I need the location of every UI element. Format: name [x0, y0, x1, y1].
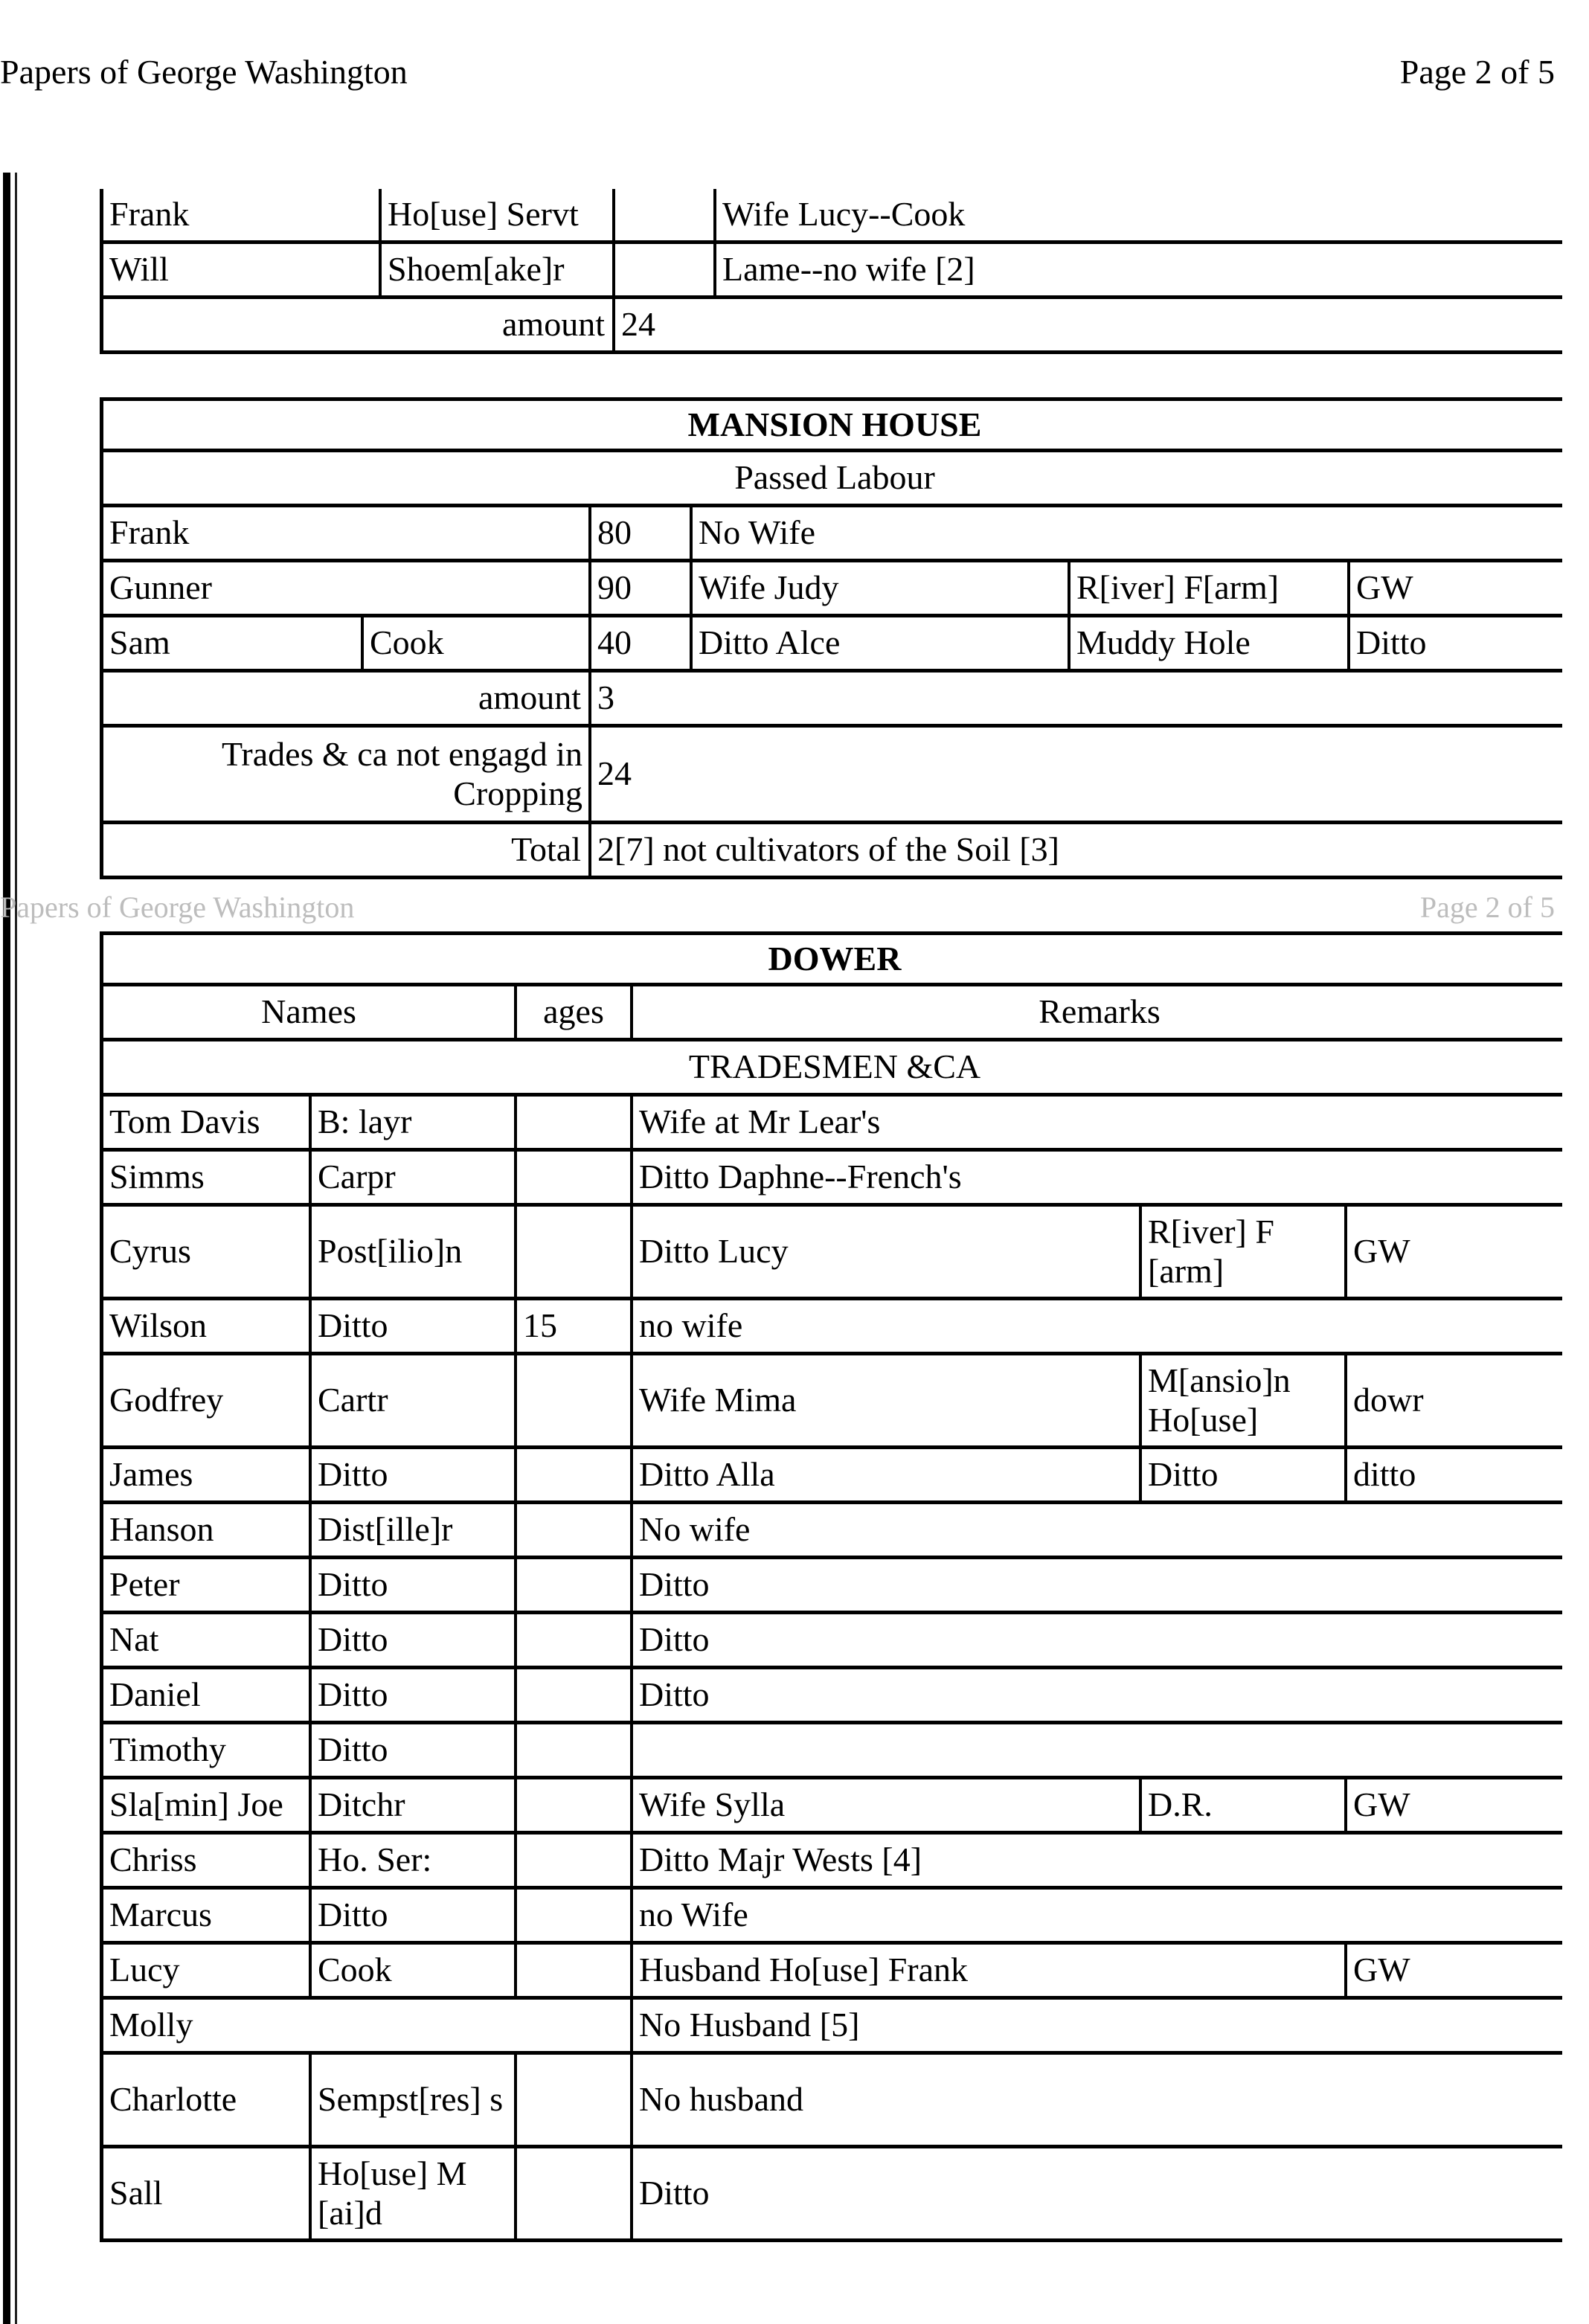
- name-cell: Godfrey: [109, 1381, 224, 1419]
- age-cell: [514, 1097, 630, 1148]
- bleed-through-header-left: Papers of George Washington: [0, 890, 355, 924]
- bleed-through-header-right: Page 2 of 5: [1419, 890, 1555, 924]
- remark-cell: Lame--no wife [2]: [713, 244, 1566, 295]
- section-title: MANSION HOUSE: [687, 405, 982, 443]
- table-row: [100, 1945, 1562, 2000]
- remark-cell: Husband Ho[use] Frank: [630, 1945, 1344, 1996]
- trade-cell: Cartr: [309, 1355, 514, 1445]
- trade-cell: Cook: [361, 617, 588, 669]
- column-header-remarks: Remarks: [630, 986, 1566, 1038]
- age-cell: 15: [514, 1300, 630, 1352]
- remark-cell: No Wife: [690, 507, 1566, 559]
- remark-cell: Ditto: [630, 2148, 1566, 2238]
- age-cell: [514, 1207, 630, 1297]
- amount-label: amount: [502, 305, 605, 344]
- name-cell: Marcus: [109, 1896, 212, 1934]
- place-cell: M[ansio]n Ho[use]: [1139, 1355, 1344, 1445]
- owner-cell: ditto: [1344, 1449, 1566, 1500]
- section-subtitle: Passed Labour: [734, 458, 935, 497]
- table-row: [100, 617, 1562, 673]
- name-cell: Frank: [109, 513, 190, 552]
- age-cell: [514, 1504, 630, 1556]
- name-cell: Tom Davis: [109, 1102, 260, 1141]
- trades-label: Trades & ca not engagd in Cropping: [221, 734, 582, 812]
- section-subtitle-row: [100, 452, 1562, 507]
- trade-cell: Ditto: [309, 1449, 514, 1500]
- section-title-row: [100, 397, 1562, 452]
- table-row: [100, 1890, 1562, 1945]
- remark-cell: Ditto Daphne--French's: [630, 1152, 1566, 1203]
- dower-rows: [100, 1097, 1562, 2242]
- name-cell: Frank: [109, 195, 190, 234]
- name-cell: Peter: [109, 1565, 180, 1604]
- place-cell: Muddy Hole: [1068, 617, 1347, 669]
- trade-cell: Ho[use] Servt: [379, 189, 612, 240]
- table-row: [100, 1355, 1562, 1449]
- owner-cell: dowr: [1344, 1355, 1566, 1445]
- page-number: Page 2 of 5: [1399, 53, 1555, 91]
- age-cell: [514, 1355, 630, 1445]
- age-cell: [514, 1614, 630, 1666]
- age-cell: [514, 1449, 630, 1500]
- name-cell: Molly: [109, 2006, 193, 2044]
- trade-cell: Ditto: [309, 1890, 514, 1941]
- remark-cell: No husband: [630, 2055, 1566, 2145]
- remark-cell: no Wife: [630, 1890, 1566, 1941]
- trade-cell: Ho[use] M [ai]d: [309, 2148, 514, 2238]
- top-continuation-table: [100, 189, 1562, 354]
- table-row: [100, 2148, 1562, 2242]
- table-row: [100, 2000, 1562, 2055]
- trades-value: 24: [588, 728, 1566, 821]
- age-cell: [514, 1669, 630, 1721]
- scan-margin-bar: [3, 173, 10, 2324]
- name-cell: Sall: [109, 2174, 163, 2212]
- name-cell: Chriss: [109, 1840, 197, 1879]
- trade-cell: Shoem[ake]r: [379, 244, 612, 295]
- table-row: [100, 1152, 1562, 1207]
- owner-cell: GW: [1347, 562, 1566, 614]
- table-row: [100, 1835, 1562, 1890]
- trade-cell: Post[ilio]n: [309, 1207, 514, 1297]
- name-cell: Charlotte: [109, 2080, 237, 2119]
- table-row: [100, 1559, 1562, 1614]
- remark-cell: Ditto Lucy: [630, 1207, 1139, 1297]
- name-cell: Sla[min] Joe: [109, 1785, 283, 1824]
- amount-row: [100, 673, 1562, 728]
- table-row: [100, 1669, 1562, 1724]
- trades-row: [100, 728, 1562, 824]
- trade-cell: Ditto: [309, 1724, 514, 1776]
- trade-cell: Sempst[res] s: [309, 2055, 514, 2145]
- trade-cell: Carpr: [309, 1152, 514, 1203]
- table-row: [100, 1504, 1562, 1559]
- dower-table: [100, 931, 1562, 2242]
- owner-cell: GW: [1344, 1945, 1566, 1996]
- age-cell: [514, 1835, 630, 1886]
- name-cell: Lucy: [109, 1951, 180, 1989]
- age-cell: [514, 2148, 630, 2238]
- total-row: [100, 824, 1562, 879]
- table-row: [100, 1779, 1562, 1835]
- amount-row: [100, 299, 1562, 354]
- remark-cell: Wife Judy: [690, 562, 1068, 614]
- table-row: [100, 1614, 1562, 1669]
- name-cell: Hanson: [109, 1510, 214, 1549]
- age-cell: [514, 1152, 630, 1203]
- table-row: [100, 1300, 1562, 1355]
- trade-cell: Ditchr: [309, 1779, 514, 1831]
- table-row: [100, 2055, 1562, 2148]
- table-row: [100, 1449, 1562, 1504]
- subheader-row: [100, 1041, 1562, 1097]
- trade-cell: Ditto: [309, 1614, 514, 1666]
- remark-cell: Ditto: [630, 1559, 1566, 1611]
- name-cell: Nat: [109, 1620, 159, 1659]
- name-cell: Cyrus: [109, 1232, 191, 1271]
- name-cell: Will: [109, 250, 169, 289]
- section-title: DOWER: [768, 939, 902, 978]
- name-cell: Timothy: [109, 1730, 226, 1769]
- place-cell: R[iver] F[arm]: [1068, 562, 1347, 614]
- trade-cell: Ditto: [309, 1669, 514, 1721]
- owner-cell: GW: [1344, 1779, 1566, 1831]
- section-title-row: [100, 931, 1562, 986]
- name-cell: Simms: [109, 1158, 205, 1196]
- age-cell: 90: [588, 562, 690, 614]
- age-cell: [514, 1945, 630, 1996]
- trade-cell: Ditto: [309, 1300, 514, 1352]
- table-row: [100, 1207, 1562, 1300]
- age-cell: [514, 1779, 630, 1831]
- place-cell: D.R.: [1139, 1779, 1344, 1831]
- trade-cell: Ditto: [309, 1559, 514, 1611]
- name-cell: Wilson: [109, 1306, 208, 1345]
- age-cell: [612, 244, 713, 295]
- mansion-house-table: [100, 397, 1562, 879]
- name-cell: James: [109, 1455, 193, 1494]
- age-cell: [514, 2055, 630, 2145]
- remark-cell: No wife: [630, 1504, 1566, 1556]
- trade-cell: Dist[ille]r: [309, 1504, 514, 1556]
- place-cell: R[iver] F [arm]: [1139, 1207, 1344, 1297]
- age-cell: [514, 1724, 630, 1776]
- age-cell: [514, 1890, 630, 1941]
- owner-cell: Ditto: [1347, 617, 1566, 669]
- age-cell: [514, 1559, 630, 1611]
- table-row: [100, 507, 1562, 562]
- subheader-tradesmen: TRADESMEN &CA: [688, 1047, 981, 1086]
- column-header-ages: ages: [514, 986, 630, 1038]
- remark-cell: [630, 1724, 1566, 1776]
- age-cell: 40: [588, 617, 690, 669]
- remark-cell: Wife Mima: [630, 1355, 1139, 1445]
- name-cell: Gunner: [109, 568, 212, 607]
- trade-cell: B: layr: [309, 1097, 514, 1148]
- remark-cell: Ditto Majr Wests [4]: [630, 1835, 1566, 1886]
- age-cell: 80: [588, 507, 690, 559]
- document-header-title: Papers of George Washington: [0, 53, 408, 91]
- table-row: [100, 562, 1562, 617]
- age-cell: [612, 189, 713, 240]
- name-cell: Daniel: [109, 1675, 201, 1714]
- scan-margin-line: [15, 173, 17, 2324]
- table-row: [100, 244, 1562, 299]
- remark-cell: Wife Lucy--Cook: [713, 189, 1566, 240]
- remark-cell: Wife at Mr Lear's: [630, 1097, 1566, 1148]
- trade-cell: Cook: [309, 1945, 514, 1996]
- remark-cell: Ditto Alce: [690, 617, 1068, 669]
- amount-value: 24: [612, 299, 1566, 350]
- amount-label: amount: [478, 678, 581, 717]
- remark-cell: No Husband [5]: [630, 2000, 1566, 2051]
- remark-cell: Ditto Alla: [630, 1449, 1139, 1500]
- table-row: [100, 1724, 1562, 1779]
- total-label: Total: [511, 830, 581, 869]
- column-header-row: [100, 986, 1562, 1041]
- place-cell: Ditto: [1139, 1449, 1344, 1500]
- remark-cell: no wife: [630, 1300, 1566, 1352]
- remark-cell: Ditto: [630, 1614, 1566, 1666]
- trade-cell: Ho. Ser:: [309, 1835, 514, 1886]
- column-header-names: Names: [261, 992, 356, 1031]
- table-row: [100, 1097, 1562, 1152]
- owner-cell: GW: [1344, 1207, 1566, 1297]
- remark-cell: Wife Sylla: [630, 1779, 1139, 1831]
- remark-cell: Ditto: [630, 1669, 1566, 1721]
- amount-value: 3: [588, 673, 1566, 724]
- table-row: [100, 189, 1562, 244]
- name-cell: Sam: [109, 623, 170, 662]
- total-value: 2[7] not cultivators of the Soil [3]: [588, 824, 1566, 876]
